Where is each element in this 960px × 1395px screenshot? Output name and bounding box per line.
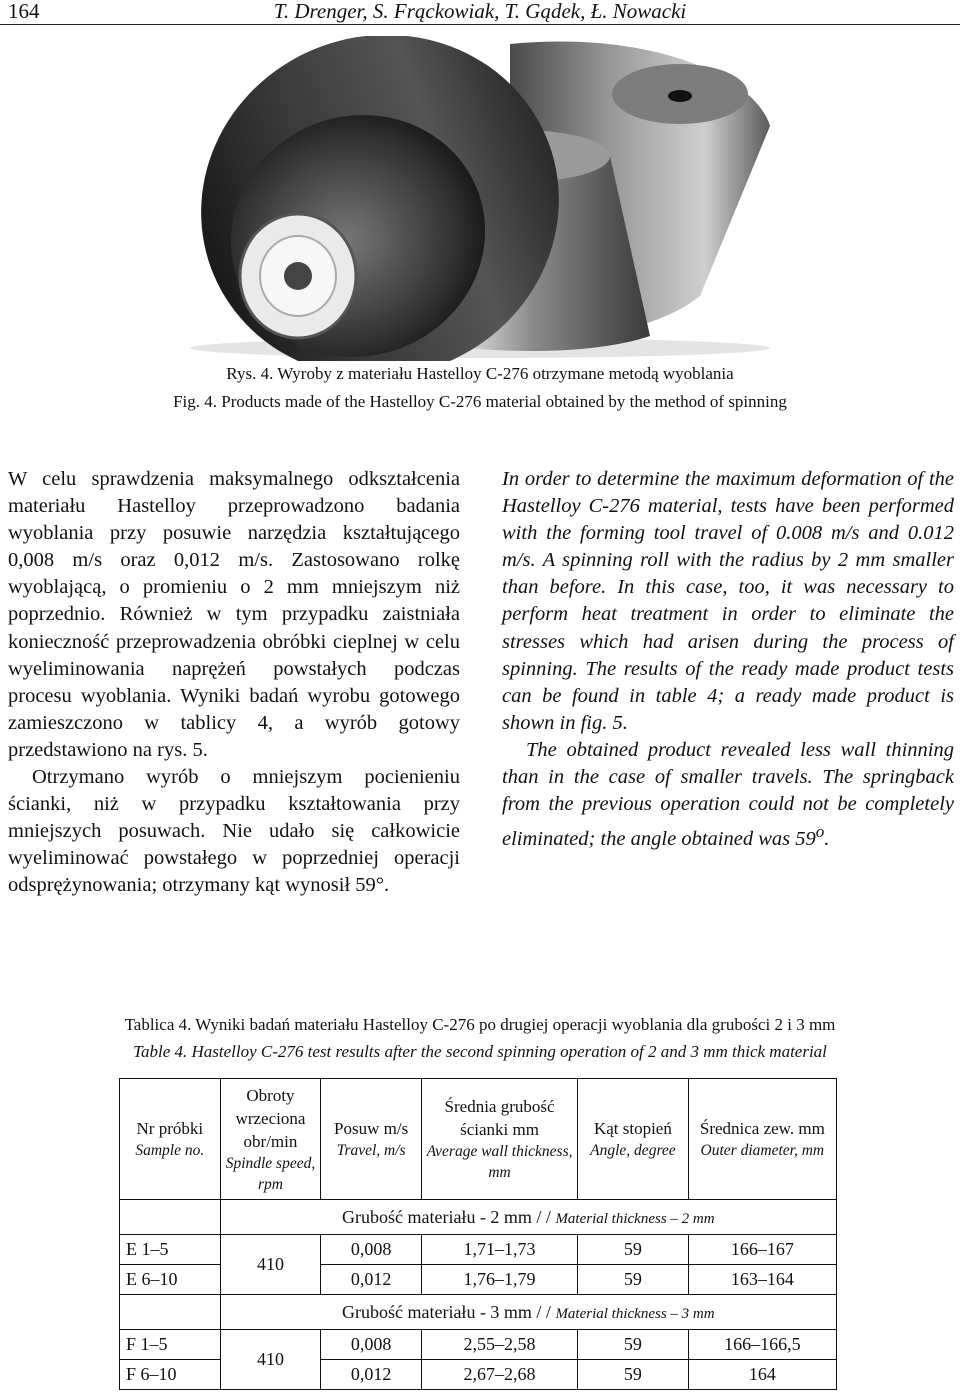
- paragraph: W celu sprawdzenia maksymalnego odkształcenia materiału Hastelloy przeprowadzono badania wyoblania przy posuwie narzędzia kształtującego 0,008 m/s oraz 0,012 m/s. Zastosowano rolkę wyoblającą, o promieniu o 2 mm mniejszym niż poprzednio. Również w tym przypadku zaistniała konieczność przeprowadzenia obróbki cieplnej w celu wyeliminowania naprężeń powstałych podczas procesu wyoblania. Wyniki badań wyrobu gotowego zamieszczono w tablicy 4, a wyrób gotowy przedstawiono na rys. 5.: [8, 468, 460, 761]
- section-title: Grubość materiału - 2 mm / / Material thickness – 2 mm: [220, 1200, 836, 1235]
- paragraph-text: The obtained product revealed less wall thinning than in the case of smaller travels. The springback from the previous operation could not be completely eliminated; the angle obtained was 59: [502, 738, 954, 851]
- header-sample: Nr próbki Sample no.: [120, 1079, 221, 1200]
- right-column-english: [502, 466, 954, 853]
- table-caption-en: Table 4. Hastelloy C-276 test results after the second spinning operation of 2 and 3 mm thick material: [133, 1042, 827, 1061]
- header-angle: Kąt stopień Angle, degree: [578, 1079, 689, 1200]
- table-row: F 6–10 0,012 2,67–2,68 59 164: [120, 1360, 837, 1390]
- figure-caption-pl: Rys. 4. Wyroby z materiału Hastelloy C-276 otrzymane metodą wyoblania: [226, 364, 734, 383]
- paragraph-end: .: [824, 828, 830, 851]
- results-table: [119, 1078, 837, 1390]
- paragraph: In order to determine the maximum deformation of the Hastelloy C-276 material, tests have been performed with the forming tool travel of 0.008 m/s and 0.012 m/s. A spinning roll with the radius by 2 mm smaller than before. In this case, too, it was necessary to perform heat treatment in order to eliminate the stresses which had arisen during the process of spinning. The results of the ready made product tests can be found in table 4; a ready made product is shown in fig. 5.: [502, 468, 954, 734]
- paragraph: [502, 737, 954, 853]
- spun-products-photo: [180, 36, 780, 361]
- paragraph: Otrzymano wyrób o mniejszym pocienieniu ścianki, niż w przypadku kształtowania przy mniejszych posuwach. Nie udało się całkowicie wyeliminować powstałego w poprzedniej operacji odsprężynowania; otrzymany kąt wynosił 59°.: [8, 766, 460, 897]
- figure-caption-en: Fig. 4. Products made of the Hastelloy C-276 material obtained by the method of spinning: [173, 392, 787, 411]
- table-header-row: [120, 1079, 837, 1200]
- page-number: 164: [8, 0, 40, 23]
- header-outer-diameter: Średnica zew. mm Outer diameter, mm: [688, 1079, 836, 1200]
- table-row: F 1–5 410 0,008 2,55–2,58 59 166–166,5: [120, 1330, 837, 1360]
- section-row: [120, 1200, 837, 1235]
- table-row: E 6–10 0,012 1,76–1,79 59 163–164: [120, 1265, 837, 1295]
- left-column-polish: [8, 466, 460, 900]
- page-header: [0, 0, 960, 25]
- table-row: E 1–5 410 0,008 1,71–1,73 59 166–167: [120, 1235, 837, 1265]
- degree-superscript: o: [815, 822, 825, 842]
- section-title: Grubość materiału - 3 mm / / Material thickness – 3 mm: [220, 1295, 836, 1330]
- header-travel: Posuw m/s Travel, m/s: [321, 1079, 422, 1200]
- header-wall-thickness: Średnia grubość ścianki mm Average wall thickness, mm: [421, 1079, 577, 1200]
- running-authors: T. Drenger, S. Frąckowiak, T. Gądek, Ł. Nowacki: [273, 0, 687, 23]
- header-spindle-speed: Obroty wrzeciona obr/min Spindle speed, rpm: [220, 1079, 321, 1200]
- table-caption-pl: Tablica 4. Wyniki badań materiału Hastelloy C-276 po drugiej operacji wyoblania dla grubości 2 i 3 mm: [124, 1015, 836, 1034]
- section-row: [120, 1295, 837, 1330]
